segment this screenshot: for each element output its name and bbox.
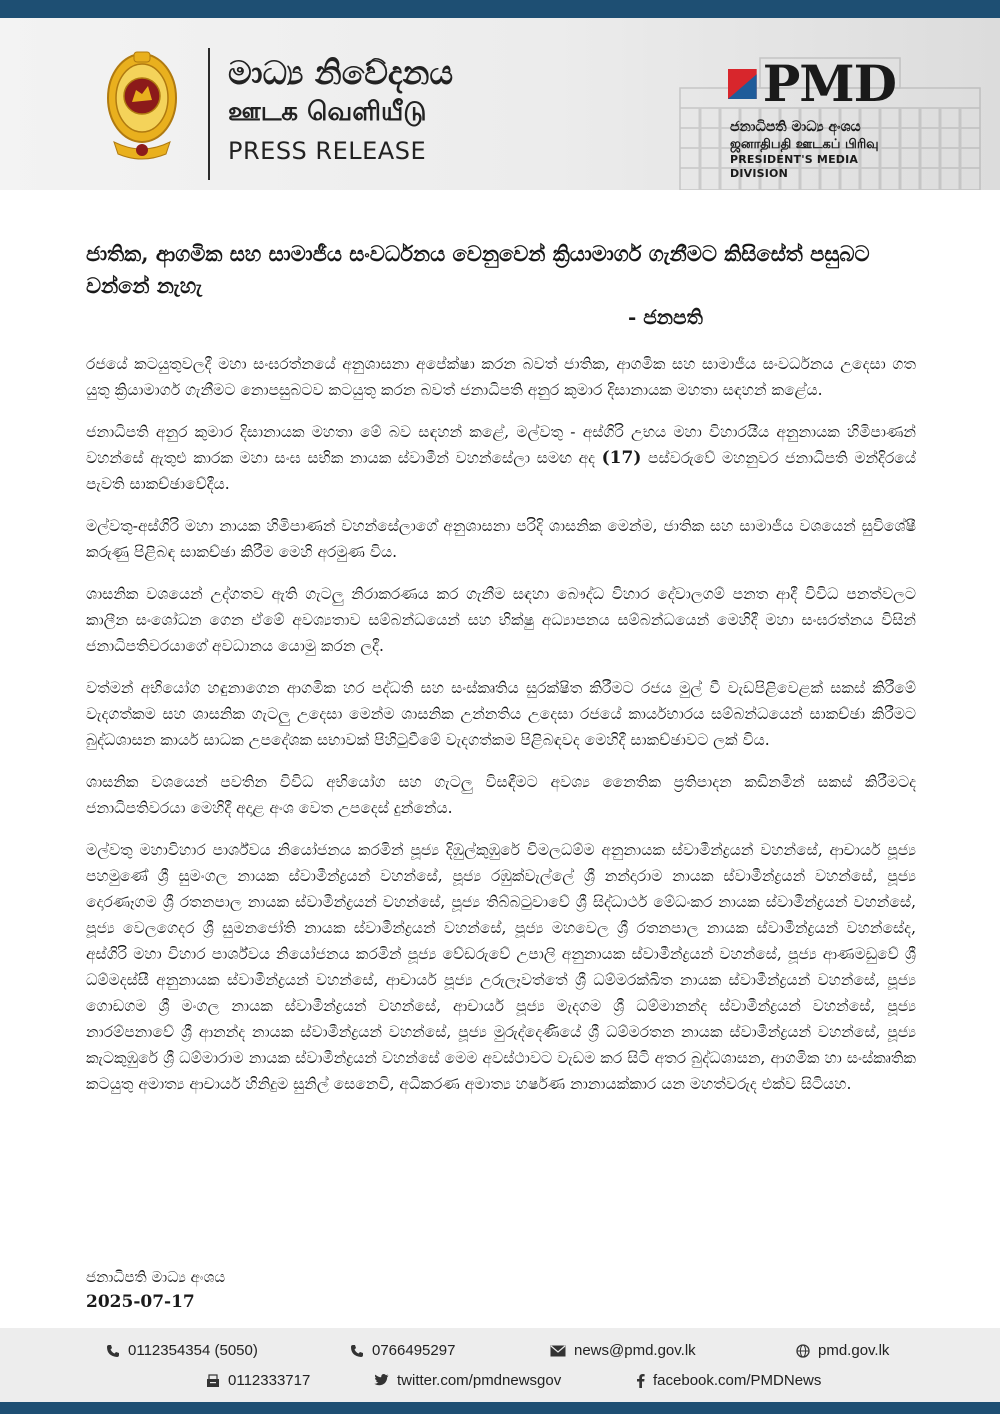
email-text: news@pmd.gov.lk <box>574 1342 696 1359</box>
paragraph-4: ශාසනික වශයෙන් උද්ගතව ඇති ගැටලු නිරාකරණය කර ගැනීම සඳහා බෞද්ධ විහාර දේවාලගම් පනත ආදී විවිධ පනත්වලට කාලීන සංශෝධන ගෙන ඒමේ අවශ්‍යතාව සම්බන්ධයෙන් සහ භික්ෂු අධ්‍යාපනය සම්බන්ධයෙන් මෙහිදී මහා සංඝරත්නය විසින් ජනාධිපතිවරයාගේ අවධානය යොමු කරන ලදී. <box>86 585 916 655</box>
globe-icon <box>796 1344 810 1358</box>
paragraph-5: වත්මන් අභියෝග හඳුනාගෙන ආගමික හර පද්ධති සහ සංස්කෘතිය සුරක්ෂිත කිරීමට රජය මුල් වී වැඩපිළිවෙළක් සකස් කිරීමේ වැදගත්කම සහ ශාසනික ගැටලු උදෙසා මෙන්ම ශාසනික උන්නතිය උදෙසා රජයේ කාර්යභාරය සම්බන්ධයෙන් සාකච්ඡා කිරීමට බුද්ධශාසන කාර්ය සාධක උපදේශක සභාවක් පිහිටුවීමේ වැදගත්කම පිළිබඳවද මෙහිදී සාකච්ඡාවට ලක් විය. <box>86 679 916 749</box>
top-color-stripe <box>0 0 1000 18</box>
bottom-color-stripe <box>0 1402 1000 1414</box>
sign-off <box>86 1268 225 1312</box>
paragraph-2-text-end: පස්වරුවේ මහනුවර ජනාධිපති මන්දිරයේ පැවති සාකච්ඡාවේදීය. <box>86 449 917 493</box>
website-link[interactable] <box>796 1342 889 1359</box>
fax-number[interactable] <box>206 1372 310 1389</box>
state-emblem <box>104 46 180 166</box>
org-name-tamil: ஜனாதிபதி ஊடகப் பிரிவு <box>730 136 879 152</box>
contact-footer <box>0 1328 1000 1402</box>
press-release-heading <box>228 53 454 165</box>
paragraph-7: මල්වතු මහාවිහාර පාර්ශ්වය නියෝජනය කරමින් පූජ්‍ය දිඹුල්කුඹුරේ විමලධම්ම අනුනායක ස්වාමීන්ද්‍රයන් වහන්සේ, ආචාර්ය පූජ්‍ය පහමුණේ ශ්‍රී සුමංගල නායක ස්වාමීන්ද්‍රයන් වහන්සේ, පූජ්‍ය රඹුක්වැල්ලේ ශ්‍රී නන්දාරාම නායක ස්වාමීන්ද්‍රයන් වහන්සේ, පූජ්‍ය දොරණෑගම ශ්‍රී රතනපාල නායක ස්වාමීන්ද්‍රයන් වහන්සේ, පූජ්‍ය තිබ්බටුවාවේ ශ්‍රී සිද්ධාර්ථ මේධංකර නායක ස්වාමීන්ද්‍රයන් වහන්සේ, පූජ්‍ය වෙලගෙදර ශ්‍රී සුමනජෝති නායක ස්වාමීන්ද්‍රයන් වහන්සේ, පූජ්‍ය මහවෙල ශ්‍රී රතනපාල නායක ස්වාමීන්ද්‍රයන් වහන්සේද, අස්ගිරි මහා විහාර පාර්ශ්වය නියෝජනය කරමින් පූජ්‍ය වේඩරුවේ උපාලි අනුනායක ස්වාමීන්ද්‍රයන් වහන්සේ, පූජ්‍ය ආණමඩුවේ ශ්‍රී ධම්මදස්සී අනුනායක ස්වාමීන්ද්‍රයන් වහන්සේ, ආචාර්ය පූජ්‍ය උරුලෑවත්තේ ශ්‍රී ධම්මරක්ඛිත නායක ස්වාමීන්ද්‍රයන් වහන්සේ, පූජ්‍ය ගොඩගම ශ්‍රී මංගල නායක ස්වාමීන්ද්‍රයන් වහන්සේ, ආචාර්ය පූජ්‍ය මැදගම ශ්‍රී ධම්මානන්ද ස්වාමීන්ද්‍රයන් වහන්සේ, පූජ්‍ය නාරම්පනාවේ ශ්‍රී ආනන්ද නායක ස්වාමීන්ද්‍රයන් වහන්සේ, පූජ්‍ය මුරුද්දෙණියේ ශ්‍රී ධම්මරතන නායක ස්වාමීන්ද්‍රයන් වහන්සේ, පූජ්‍ය කැටකුඹුරේ ශ්‍රී ධම්මාරාම නායක ස්වාමීන්ද්‍රයන් වහන්සේ මෙම අවස්ථාවට වැඩම කර සිටි අතර බුද්ධශාසන, ආගමික හා සංස්කෘතික කටයුතු අමාත්‍ය ආචාර්ය හිනිදුම සුනිල් සෙනෙවි, අධිකරණ අමාත්‍ය හර්ෂණ නානායක්කාර යන මහත්වරුද එක්ව සිටියහ. <box>86 841 916 1093</box>
phone-primary-text: 0112354354 (5050) <box>128 1342 258 1359</box>
press-release-english: PRESS RELEASE <box>228 137 427 165</box>
fax-icon <box>206 1374 220 1388</box>
org-name-english: PRESIDENT'S MEDIA DIVISION <box>730 152 859 180</box>
phone-icon <box>350 1344 364 1358</box>
paragraph-6: ශාසනික වශයෙන් පවතින විවිධ අභියෝග සහ ගැටලු විසඳීමට අවශ්‍ය නෛතික ප්‍රතිපාදන කඩිනමින් සකස් කිරීමටද ජනාධිපතිවරයා මෙහිදී අදාළ අංශ වෙත උපදෙස් දුන්නේය. <box>86 773 916 817</box>
article-title: ජාතික, ආගමික සහ සාමාජීය සංවර්ධනය වෙනුවෙන් ක්‍රියාමාර්ග ගැනීමට කිසිසේත් පසුබට වන්නේ නැහැ <box>86 241 870 298</box>
fax-text: 0112333717 <box>228 1372 311 1389</box>
pmd-logo <box>728 54 896 180</box>
paragraph-2-text-start: ජනාධිපති අනුර කුමාර දිසානායක මහතා මේ බව සඳහන් කළේ, මල්වතු - අස්ගිරි උභය මහා විහාරයීය අනුනායක හිමිපාණන් වහන්සේ ඇතුළු කාරක මහා සංඝ සභික නායක ස්වාමීන් වහන්සේලා සමඟ අද <box>86 423 916 467</box>
paragraph-2 <box>86 419 916 497</box>
paragraph-3: මල්වතු-අස්ගිරි මහා නායක හිමිපාණන් වහන්සේලාගේ අනුශාසනා පරිදි ශාසනික මෙන්ම, ජාතික සහ සාමාජීය වශයෙන් සුවිශේෂී කරුණු පිළිබඳ සාකච්ඡා කිරීම මෙහි අරමුණ විය. <box>86 517 916 561</box>
email-link[interactable] <box>550 1342 696 1359</box>
phone-mobile-text: 0766495297 <box>372 1342 456 1359</box>
header-divider <box>208 48 210 180</box>
twitter-icon <box>374 1374 389 1387</box>
twitter-link[interactable] <box>374 1372 561 1389</box>
website-text: pmd.gov.lk <box>818 1342 890 1359</box>
article-body <box>86 238 916 1097</box>
pmd-logo-text: PMD <box>762 54 896 113</box>
envelope-icon <box>550 1345 566 1357</box>
release-date: 2025-07-17 <box>86 1292 195 1312</box>
org-name-sinhala: ජනාධිපති මාධ්‍ය අංශය <box>730 119 861 135</box>
facebook-text: facebook.com/PMDNews <box>653 1372 822 1389</box>
press-release-sinhala: මාධ්‍ය නිවේදනය <box>228 53 454 92</box>
meeting-day-number: (17) <box>601 448 642 468</box>
paragraph-1: රජයේ කටයුතුවලදී මහා සංඝරත්නයේ අනුශාසනා අපේක්ෂා කරන බවත් ජාතික, ආගමික සහ සාමාජීය සංවර්ධනය උදෙසා ගත යුතු ක්‍රියාමාර්ග ගැනීමට නොපසුබටව කටයුතු කරන බවත් ජනාධිපති අනුර කුමාර දිසානායක මහතා සඳහන් කළේය. <box>86 355 916 399</box>
letterhead <box>0 18 1000 190</box>
press-release-tamil: ஊடக வெளியீடு <box>228 97 427 127</box>
phone-mobile[interactable] <box>350 1342 455 1359</box>
signoff-division: ජනාධිපති මාධ්‍ය අංශය <box>86 1268 226 1286</box>
article-attribution: - ජනපති <box>628 305 703 329</box>
phone-icon <box>106 1344 120 1358</box>
pmd-logo-mark <box>728 61 757 107</box>
phone-primary[interactable] <box>106 1342 258 1359</box>
facebook-icon <box>636 1373 645 1388</box>
twitter-text: twitter.com/pmdnewsgov <box>397 1372 562 1389</box>
facebook-link[interactable] <box>636 1372 821 1389</box>
